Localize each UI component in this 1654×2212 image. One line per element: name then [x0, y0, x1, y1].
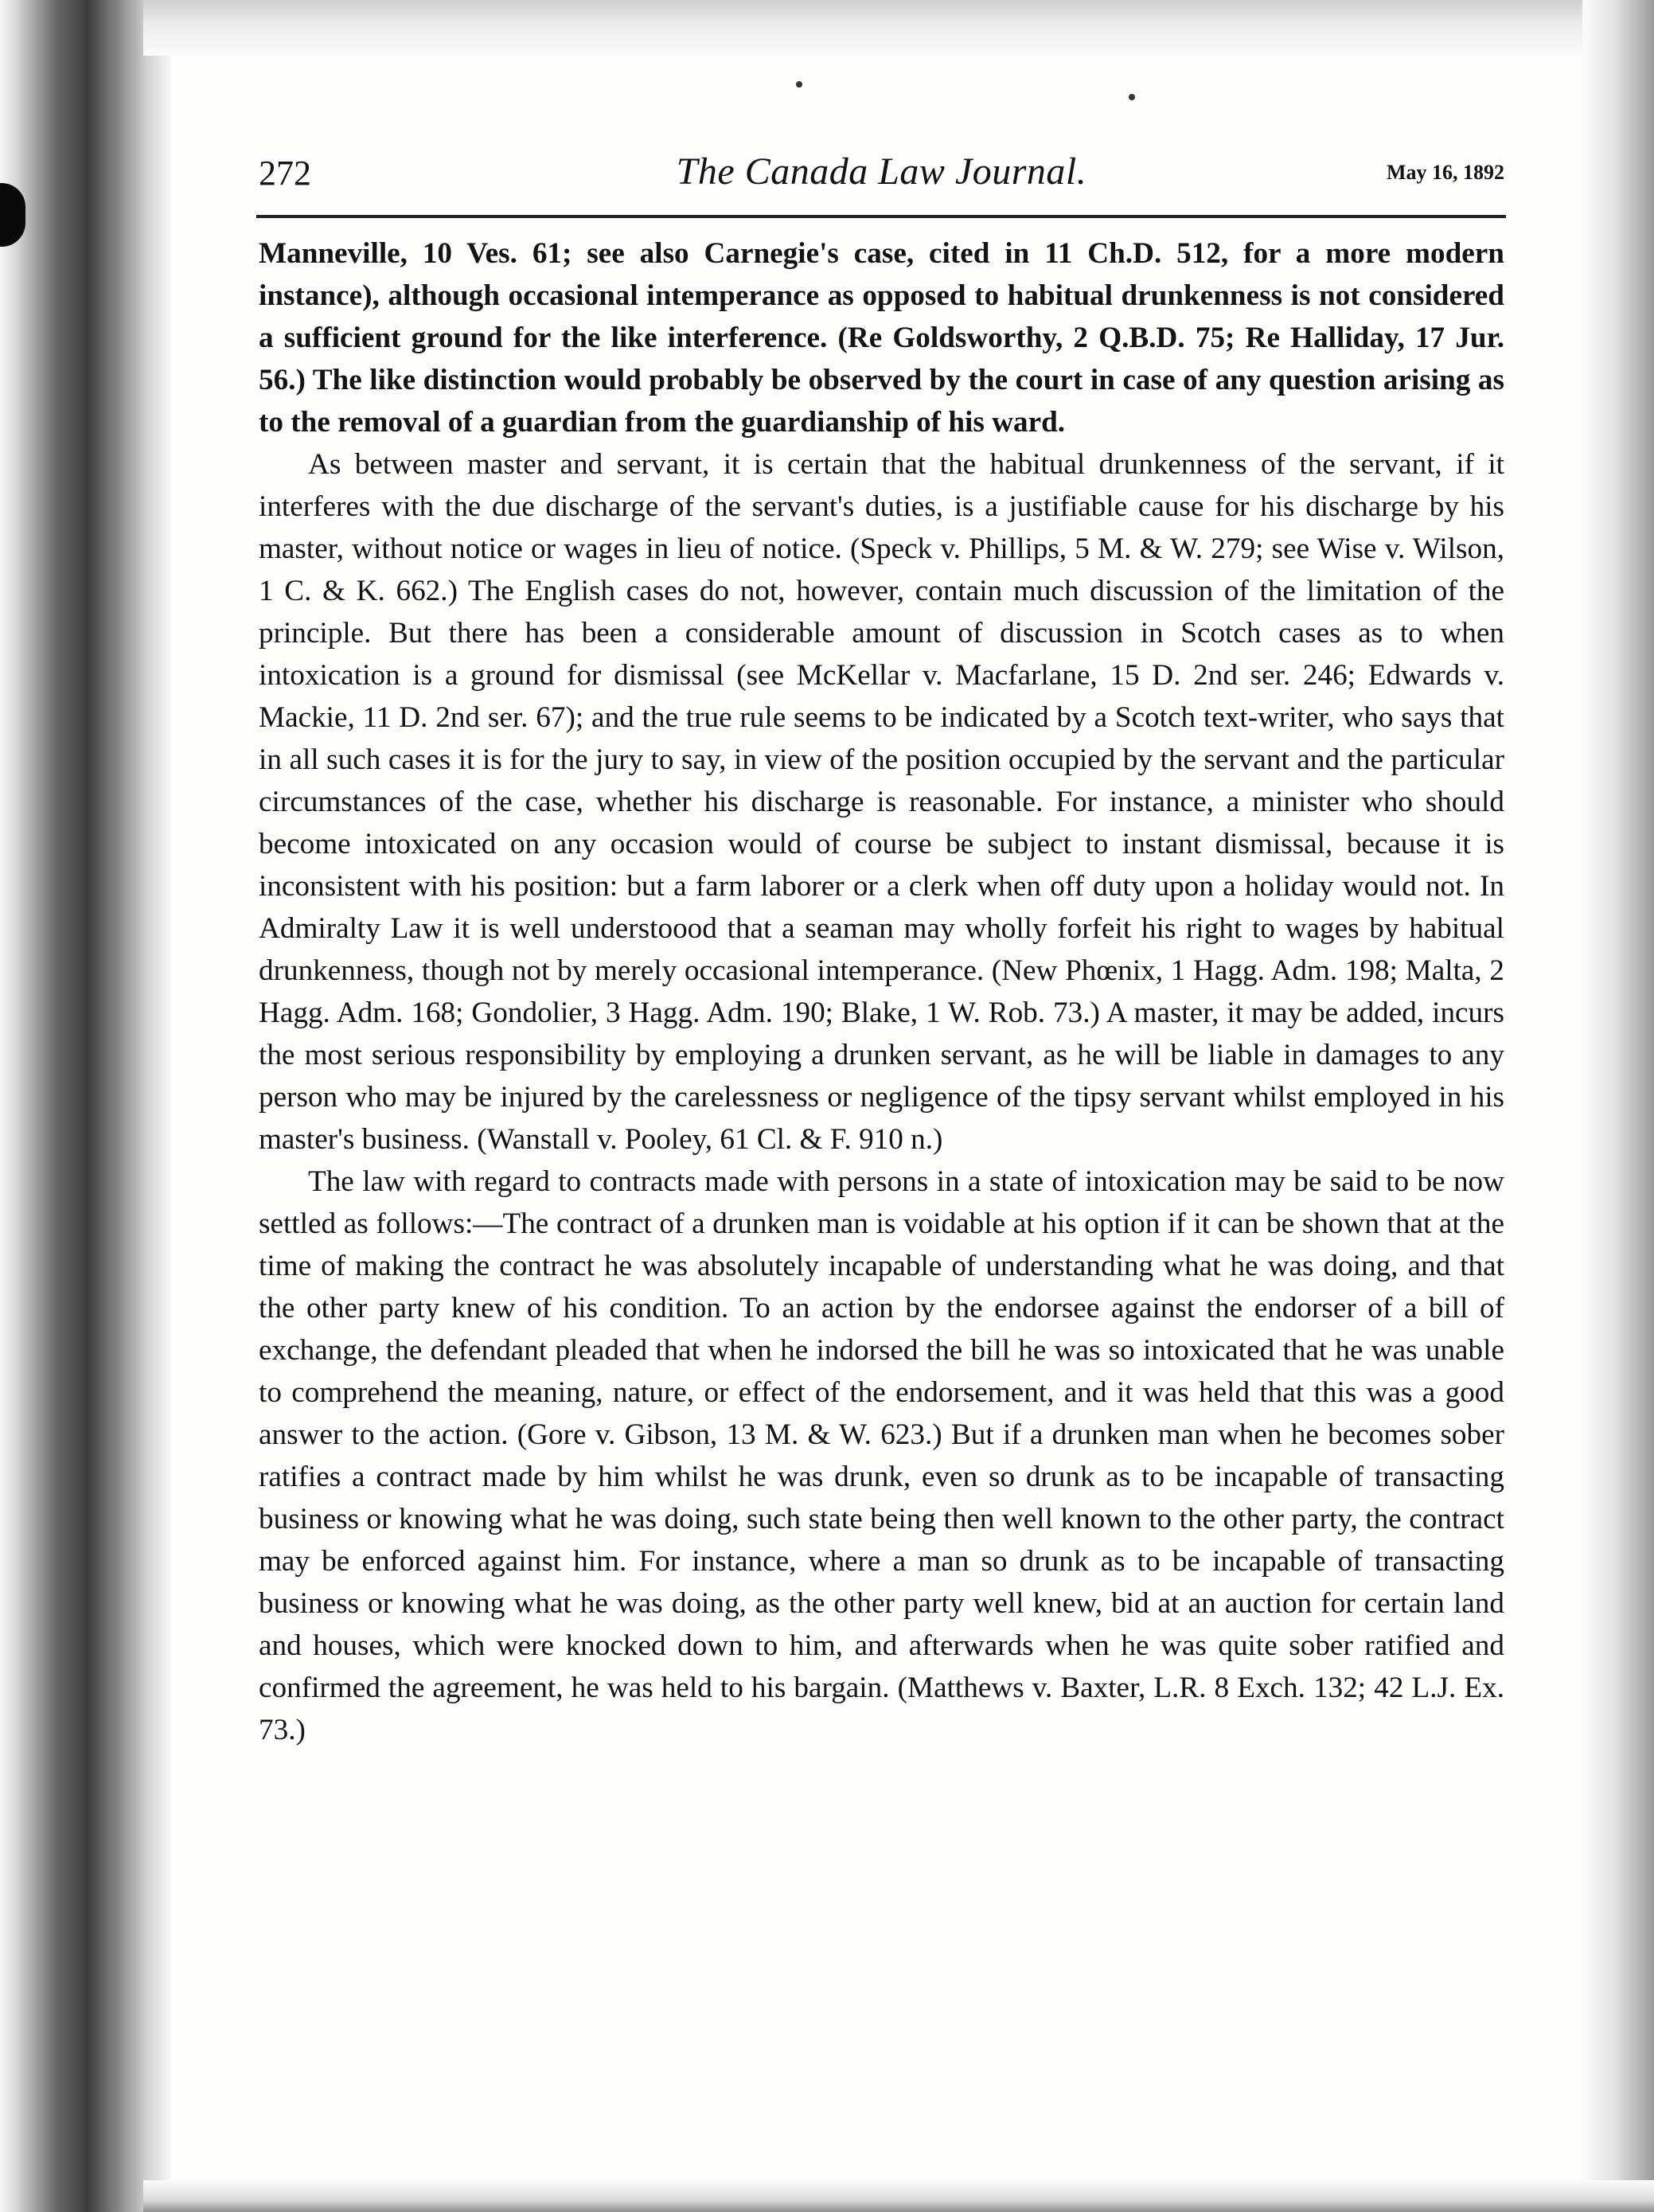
- scan-speck: [796, 81, 802, 88]
- page-header: [259, 150, 1504, 197]
- scan-top-edge: [143, 0, 1654, 56]
- paragraph-master-servant: As between master and servant, it is certain that the habitual drunkenness of the servant, if it interferes with the due discharge of the servant's duties, is a justifiable cause for his discharge by his master, without notice or wages in lieu of notice. (Speck v. Phillips, 5 M. & W. 279; see Wise v. Wilson, 1 C. & K. 662.) The English cases do not, however, contain much discussion of the limitation of the principle. But there has been a considerable amount of discussion in Scotch cases as to when intoxication is a ground for dismissal (see McKellar v. Macfarlane, 15 D. 2nd ser. 246; Edwards v. Mackie, 11 D. 2nd ser. 67); and the true rule seems to be indicated by a Scotch text-writer, who says that in all such cases it is for the jury to say, in view of the position occupied by the servant and the particular circumstances of the case, whether his discharge is reasonable. For instance, a minister who should become intoxicated on any occasion would of course be subject to instant dismissal, because it is inconsistent with his position: but a farm laborer or a clerk when off duty upon a holiday would not. In Admiralty Law it is well understoood that a seaman may wholly forfeit his right to wages by habitual drunkenness, though not by merely occasional intemperance. (New Phœnix, 1 Hagg. Adm. 198; Malta, 2 Hagg. Adm. 168; Gondolier, 3 Hagg. Adm. 190; Blake, 1 W. Rob. 73.) A master, it may be added, incurs the most serious responsibility by employing a drunken servant, as he will be liable in damages to any person who may be injured by the carelessness or negligence of the tipsy servant whilst employed in his master's business. (Wanstall v. Pooley, 61 Cl. & F. 910 n.): [259, 448, 1504, 1156]
- scan-speck: [1129, 94, 1135, 100]
- journal-title: The Canada Law Journal.: [676, 150, 1087, 193]
- page-binding-shadow: [0, 0, 171, 2212]
- scan-right-edge: [1582, 0, 1654, 2212]
- issue-date: May 16, 1892: [1386, 161, 1504, 184]
- article-body: [259, 232, 1504, 1751]
- scan-bottom-edge: [143, 2180, 1654, 2212]
- page-number: 272: [259, 154, 311, 193]
- header-rule: [256, 215, 1506, 218]
- paragraph-continuation: Manneville, 10 Ves. 61; see also Carnegie's case, cited in 11 Ch.D. 512, for a more modern instance), although occasional intemperance as opposed to habitual drunkenness is not considered a sufficient ground for the like interference. (Re Goldsworthy, 2 Q.B.D. 75; Re Halliday, 17 Jur. 56.) The like distinction would probably be observed by the court in case of any question arising as to the removal of a guardian from the guardianship of his ward.: [259, 237, 1504, 439]
- paragraph-contracts: The law with regard to contracts made with persons in a state of intoxication may be said to be now settled as follows:—The contract of a drunken man is voidable at his option if it can be shown that at the time of making the contract he was absolutely incapable of understanding what he was doing, and that the other party knew of his condition. To an action by the endorsee against the endorser of a bill of exchange, the defendant pleaded that when he indorsed the bill he was so intoxicated that he was unable to comprehend the meaning, nature, or effect of the endorsement, and it was held that this was a good answer to the action. (Gore v. Gibson, 13 M. & W. 623.) But if a drunken man when he becomes sober ratifies a contract made by him whilst he was drunk, even so drunk as to be incapable of transacting business or knowing what he was doing, such state being then well known to the other party, the contract may be enforced against him. For instance, where a man so drunk as to be incapable of transacting business or knowing what he was doing, as the other party well knew, bid at an auction for certain land and houses, which were knocked down to him, and afterwards when he was quite sober ratified and confirmed the agreement, he was held to his bargain. (Matthews v. Baxter, L.R. 8 Exch. 132; 42 L.J. Ex. 73.): [259, 1165, 1504, 1746]
